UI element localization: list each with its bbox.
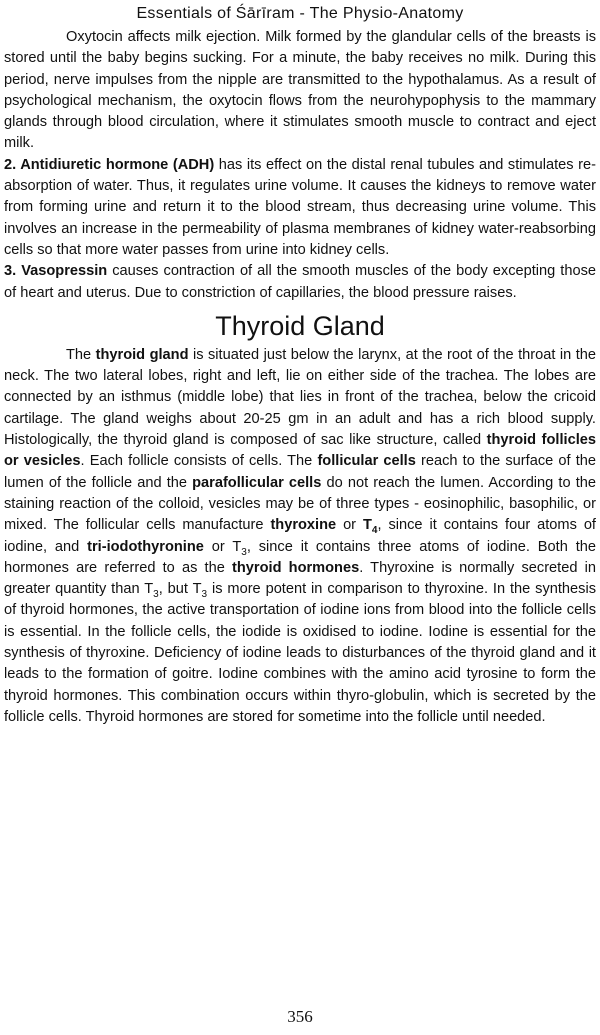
running-head: Essentials of Śārīram - The Physio-Anatomy xyxy=(136,5,464,22)
symbol-base: T xyxy=(363,517,372,534)
page-number: 356 xyxy=(287,1007,313,1026)
symbol-subscript: 3 xyxy=(241,546,247,558)
symbol-base: T xyxy=(144,581,154,598)
text-run: , since it contains four atoms of iodine, and xyxy=(4,517,596,555)
t3-symbol xyxy=(232,538,247,558)
adh-text: has its effect on the distal renal tubules and stimulates re-absorption of water. Thus, it regulates urine volume. It causes the kidneys to remove water from forming urine and return it to the blood stream, thus decreasing urine volume. This involves an increase in the permeability of plasma membranes of kidney water-reabsorbing cells so that more water passes from urine into kidney cells. xyxy=(4,156,596,258)
text-run: reach to the surface of the lumen of the follicle and the xyxy=(4,453,596,491)
text-run: or xyxy=(336,517,363,534)
bold-term: thyroid gland xyxy=(95,346,189,363)
symbol-subscript: 4 xyxy=(371,525,378,537)
t3-symbol xyxy=(144,581,159,601)
bold-term: thyroid follicles or vesicles xyxy=(4,432,596,470)
bold-term: parafollicular cells xyxy=(192,474,322,491)
symbol-base: T xyxy=(232,538,242,555)
text-run: is situated just below the larynx, at the root of the throat in the neck. The two lateral lobes, right and left, lie on either side of the trachea. The lobes are connected by an isthmus (middle lobe) that lies in front of the trachea, below the cricoid cartilage. The gland weighs about 20-25 gm in an adult and has a rich blood supply. Histologically, the thyroid gland is composed of sac like structure, called xyxy=(4,346,597,449)
adh-lead: 2. Antidiuretic hormone (ADH) xyxy=(4,156,215,173)
vasopressin-paragraph xyxy=(4,261,596,304)
oxytocin-paragraph: Oxytocin affects milk ejection. Milk formed by the glandular cells of the breasts is stored until the baby begins sucking. For a minute, the baby receives no milk. During this period, nerve impulses from the nipple are transmitted to the hypothalamus. As a result of psychological mechanism, the oxytocin flows from the neurohypophysis to the mammary glands through blood circulation, where it stimulates smooth muscle to contract and eject milk. xyxy=(4,29,596,152)
bold-term: thyroid hormones xyxy=(232,559,360,576)
t3-symbol xyxy=(192,581,208,601)
text-run: The xyxy=(66,346,96,363)
text-run: , since it contains three atoms of iodine. Both the hormones are referred to as the xyxy=(4,538,596,576)
text-run: do not reach the lumen. According to the staining reaction of the colloid, vesicles may be of three types - eosinophilic, basophilic, or mixed. The follicular cells manufacture xyxy=(4,474,596,534)
bold-term: tri-iodothyronine xyxy=(87,538,204,555)
t4-symbol xyxy=(363,517,378,537)
adh-paragraph xyxy=(4,155,596,261)
symbol-subscript: 3 xyxy=(201,589,208,601)
symbol-base: T xyxy=(192,581,202,598)
symbol-subscript: 3 xyxy=(153,589,159,601)
bold-term: follicular cells xyxy=(317,453,416,470)
text-run: is more potent in comparison to thyroxine. In the synthesis of thyroid hormones, the active transportation of iodine ions from blood into the follicle cells is essential. In the follicle cells, the iodide is oxidised to iodine. Iodine is essential for the synthesis of thyroxine. Deficiency of iodine leads to disturbances of the thyroid gland and it leads to the formation of goitre. Iodine combines with the amino acid tyrosine to form the thyroid hormones. This combination occurs within thyro-globulin, which is secreted by the follicle cells. Thyroid hormones are stored for sometime into the follicle until needed. xyxy=(4,581,597,725)
text-run: . Thyroxine is normally secreted in greater quantity than xyxy=(4,559,596,598)
bold-term: thyroxine xyxy=(270,517,337,534)
text-run: or xyxy=(203,538,233,555)
thyroid-paragraph xyxy=(4,345,596,728)
text-run: , but xyxy=(158,581,193,598)
text-run: . Each follicle consists of cells. The xyxy=(80,453,318,470)
vasopressin-text: causes contraction of all the smooth muscles of the body excepting those of heart and uterus. Due to constriction of capillaries, the blood pressure raises. xyxy=(4,263,596,301)
section-heading: Thyroid Gland xyxy=(215,310,385,341)
vasopressin-lead: 3. Vasopressin xyxy=(4,263,108,280)
